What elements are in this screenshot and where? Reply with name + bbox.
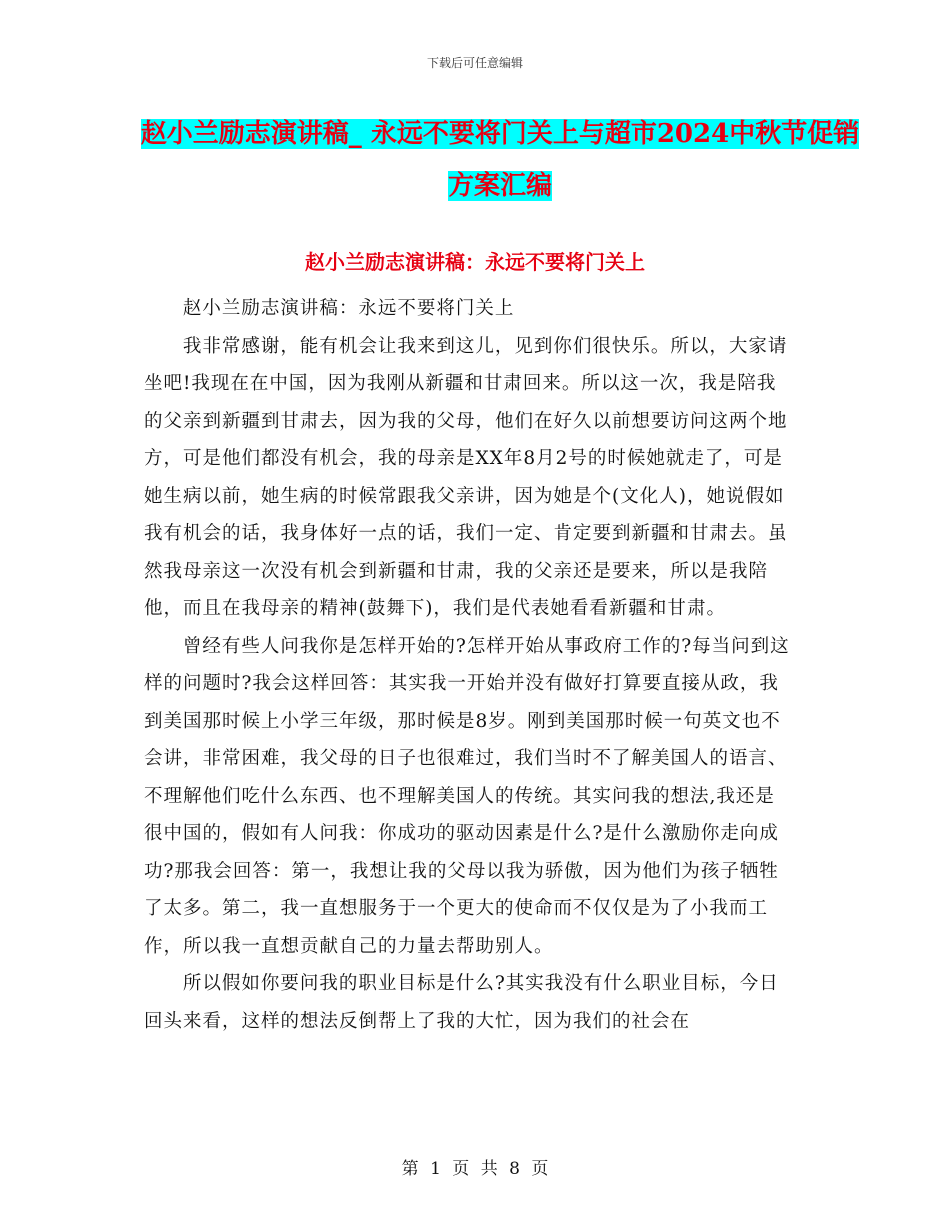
paragraph: 所以假如你要问我的职业目标是什么?其实我没有什么职业目标，今日回头来看，这样的想法反倒帮上了我的大忙，因为我们的社会在 <box>144 973 779 1032</box>
body-text <box>144 290 794 1040</box>
header-note: 下载后可任意编辑 <box>426 56 523 70</box>
section-title: 赵小兰励志演讲稿：永远不要将门关上 <box>305 250 645 274</box>
document-title <box>140 108 860 212</box>
document-title-text: 赵小兰励志演讲稿_ 永远不要将门关上与超市2024中秋节促销方案汇编 <box>140 119 860 201</box>
page-footer: 第 1 页 共 8 页 <box>401 1159 549 1179</box>
paragraph: 曾经有些人问我你是怎样开始的?怎样开始从事政府工作的?每当问到这样的问题时?我会这样回答：其实我一开始并没有做好打算要直接从政，我到美国那时候上小学三年级，那时候是8岁。刚到美国那时候一句英文也不会讲，非常困难，我父母的日子也很难过，我们当时不了解美国人的语言、不理解他们吃什么东西、也不理解美国人的传统。其实问我的想法,我还是很中国的，假如有人问我：你成功的驱动因素是什么?是什么激励你走向成功?那我会回答：第一，我想让我的父母以我为骄傲，因为他们为孩子牺牲了太多。第二，我一直想服务于一个更大的使命而不仅仅是为了小我而工作，所以我一直想贡献自己的力量去帮助别人。 <box>144 635 790 957</box>
paragraph: 赵小兰励志演讲稿：永远不要将门关上 <box>182 298 515 319</box>
paragraph: 我非常感谢，能有机会让我来到这儿，见到你们很快乐。所以，大家请坐吧!我现在在中国，因为我刚从新疆和甘肃回来。所以这一次，我是陪我的父亲到新疆到甘肃去，因为我的父母，他们在好久以前想要访问这两个地方，可是他们都没有机会，我的母亲是XX年8月2号的时候她就走了，可是她生病以前，她生病的时候常跟我父亲讲，因为她是个(文化人)，她说假如我有机会的话，我身体好一点的话，我们一定、肯定要到新疆和甘肃去。虽然我母亲这一次没有机会到新疆和甘肃，我的父亲还是要来，所以是我陪他，而且在我母亲的精神(鼓舞下)，我们是代表她看看新疆和甘肃。 <box>144 335 788 619</box>
